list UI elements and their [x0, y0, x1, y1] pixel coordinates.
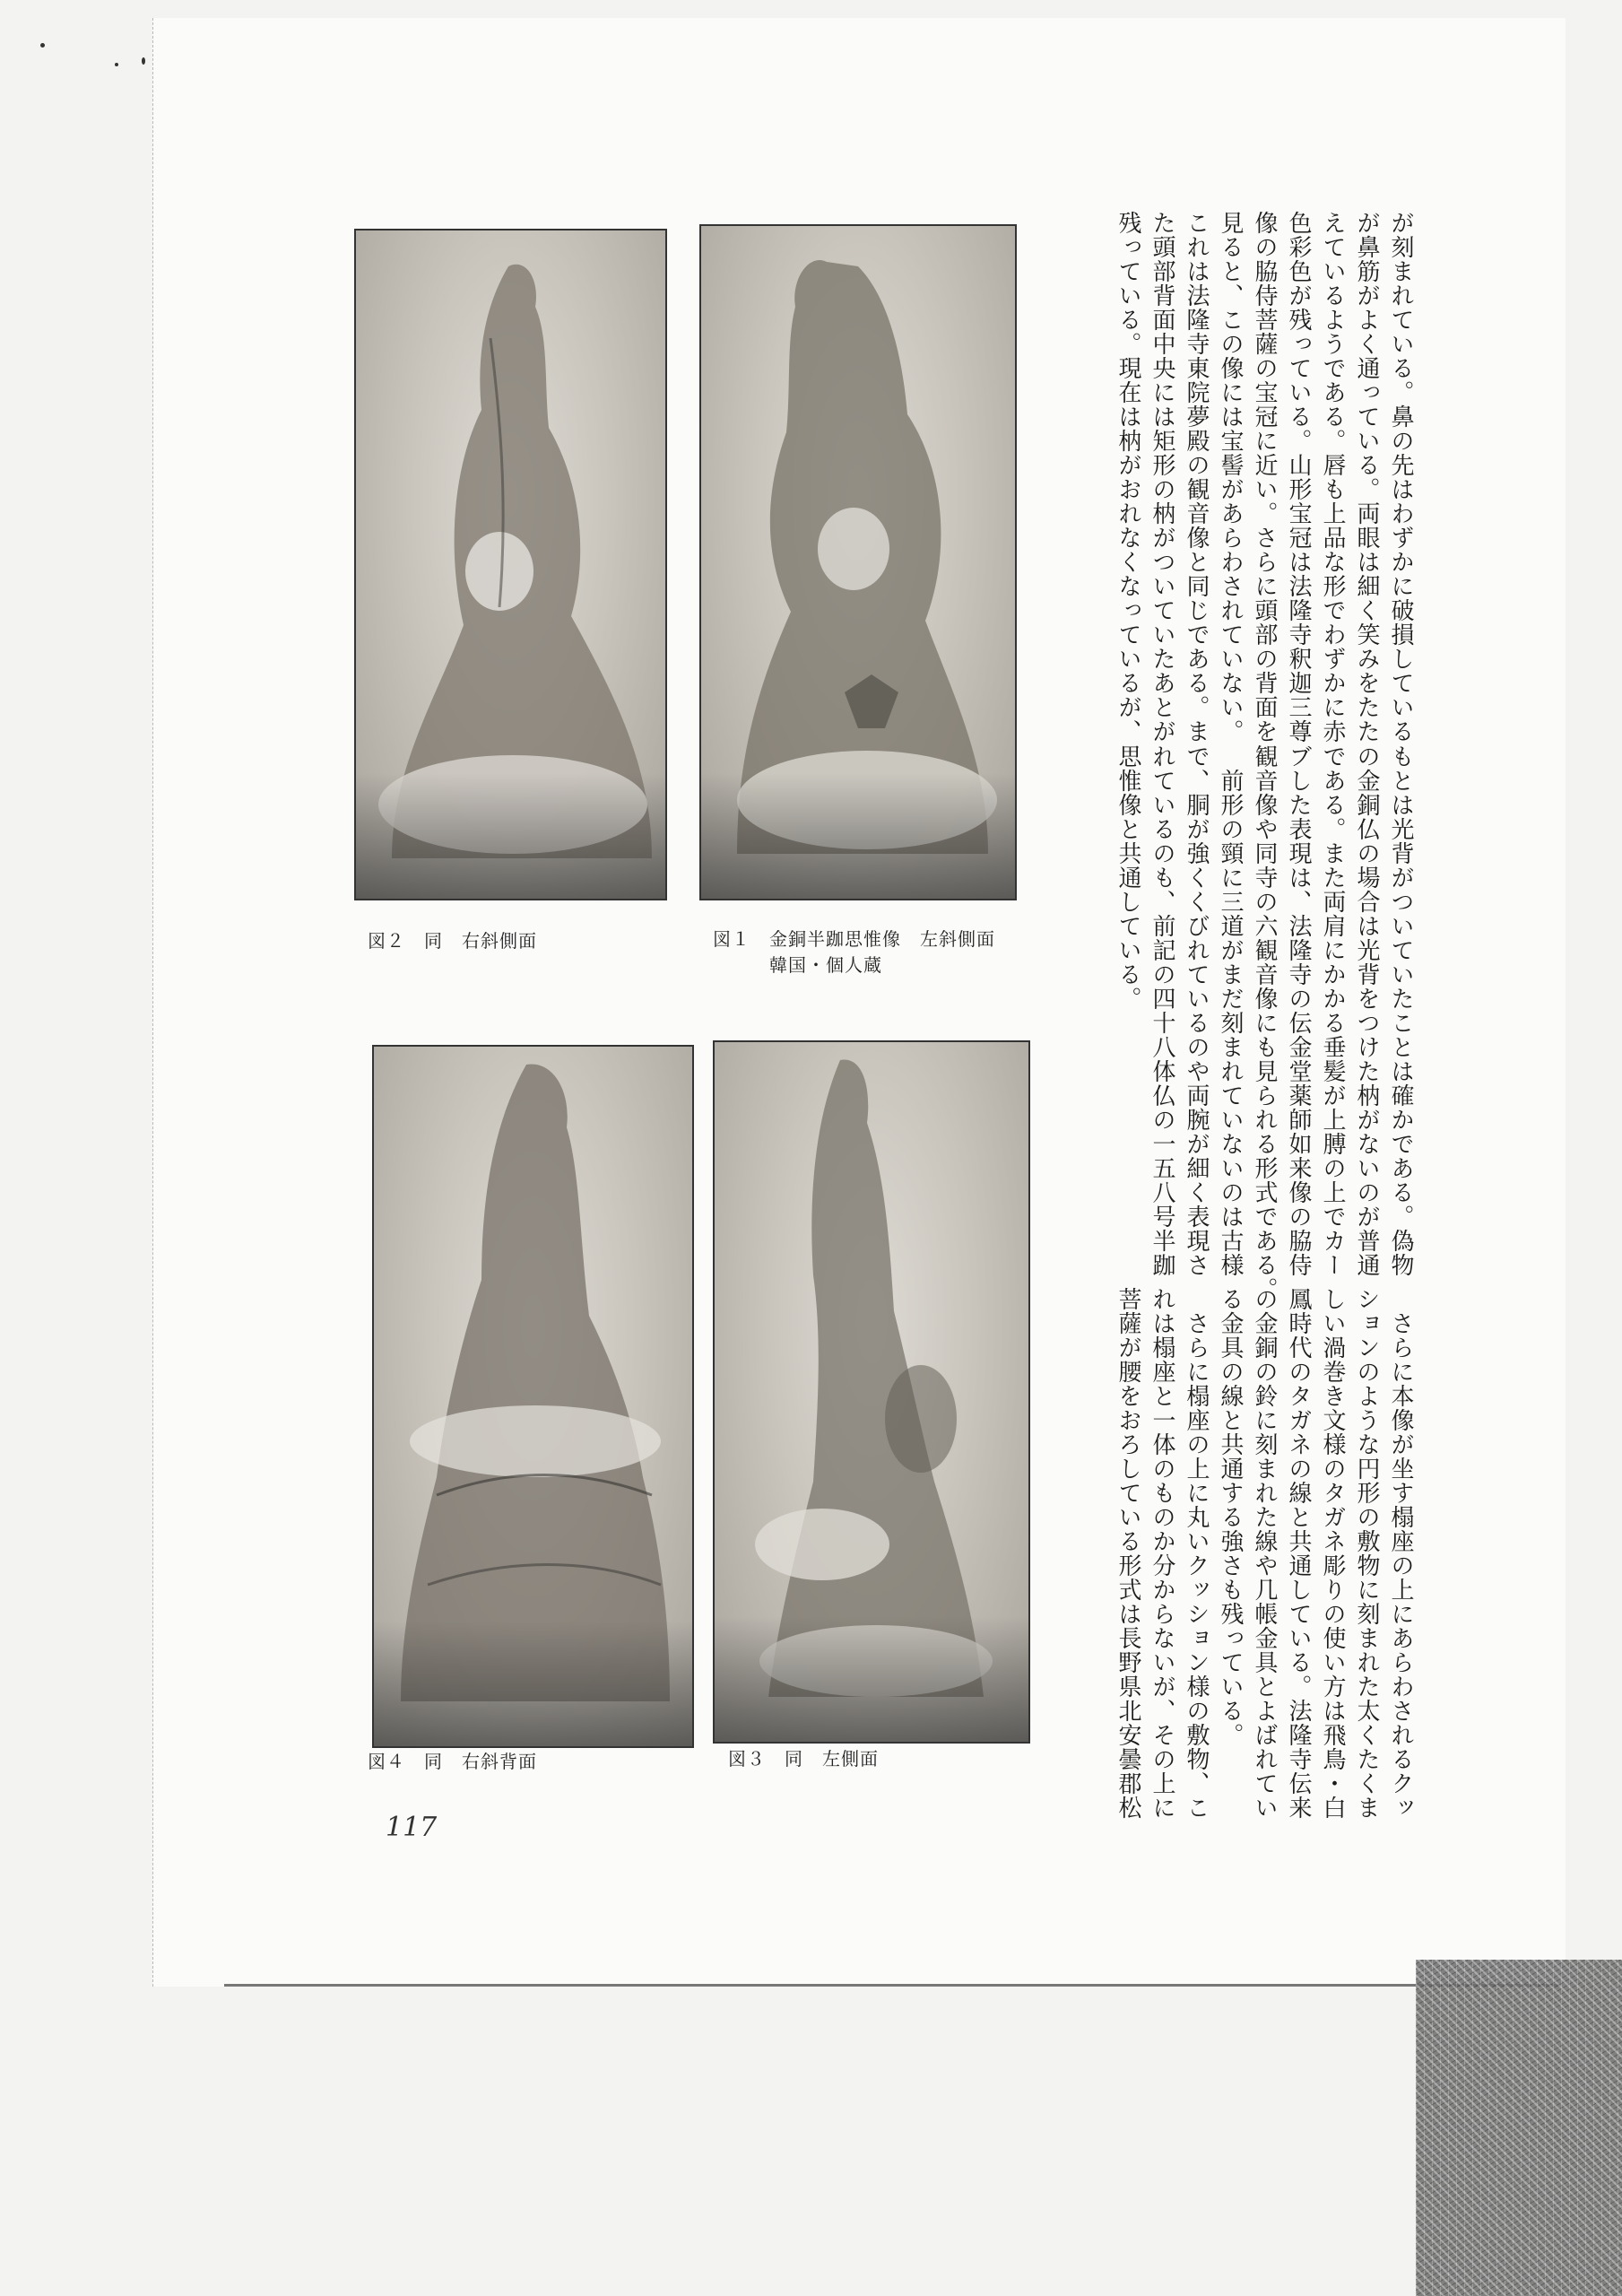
text-column: の金銅の鈴に刻まれた線や几帳金具とよばれてい [1251, 1287, 1278, 1820]
scan-speck [115, 63, 118, 66]
text-column: ションのような円形の敷物に刻まれた太くたくま [1353, 1287, 1380, 1820]
text-column: 思惟像と共通している。 [1115, 744, 1141, 1011]
scan-speck [40, 43, 45, 48]
figure-4-photo [372, 1045, 694, 1748]
figure-1-photo [699, 224, 1017, 900]
text-column: 鳳時代のタガネの線と共通している。法隆寺伝来 [1285, 1287, 1312, 1820]
text-column: えているようである。唇も上品な形でわずかに赤 [1319, 211, 1346, 744]
scan-noise-area [1416, 1960, 1622, 2296]
statue-left-side-illustration [715, 1042, 1028, 1742]
text-column: 菩薩が腰をおろしている形式は長野県北安曇郡松 [1115, 1287, 1141, 1820]
statue-right-oblique-illustration [356, 230, 665, 899]
text-column: 像の脇侍菩薩の宝冠に近い。さらに頭部の背面を [1251, 211, 1278, 744]
text-column: もとは光背がついていたことは確かである。偽物 [1387, 744, 1414, 1277]
scan-speck [142, 57, 145, 65]
text-column: 色彩色が残っている。山形宝冠は法隆寺釈迦三尊 [1285, 211, 1312, 744]
figure-2-caption: 図２ 同 右斜側面 [368, 930, 537, 952]
text-column: 見ると、この像には宝髻があらわされていない。 [1217, 211, 1244, 744]
statue-left-oblique-illustration [701, 226, 1015, 899]
figure-1-caption-line1: 図１ 金銅半跏思惟像 左斜側面 [713, 928, 995, 950]
page-number: 117 [386, 1812, 438, 1843]
figure-3-photo [713, 1040, 1030, 1744]
text-column: しい渦巻き文様のタガネ彫りの使い方は飛鳥・白 [1319, 1287, 1346, 1820]
page-edge-line [224, 1984, 1560, 1987]
text-column: の金銅仏の場合は光背をつけた枘がないのが普通 [1353, 744, 1380, 1277]
text-column: れは榻座と一体のものか分からないが、その上に [1149, 1287, 1175, 1820]
statue-right-oblique-back-illustration [374, 1047, 692, 1746]
figure-1-caption-line2: 韓国・個人蔵 [769, 954, 882, 976]
text-column: 前形の頸に三道がまだ刻まれていないのは古様 [1217, 744, 1244, 1277]
text-column: 残っている。現在は枘がおれなくなっているが、 [1115, 211, 1141, 744]
figure-4-caption: 図４ 同 右斜背面 [368, 1751, 537, 1772]
figure-2-photo [354, 229, 667, 900]
text-column: である。また両肩にかかる垂髪が上膊の上でカー [1319, 744, 1346, 1277]
text-column: で、胴が強くくびれているのや両腕が細く表現さ [1183, 744, 1210, 1277]
text-column: さらに榻座の上に丸いクッション様の敷物、こ [1183, 1287, 1210, 1820]
text-column: これは法隆寺東院夢殿の観音像と同じである。ま [1183, 211, 1210, 744]
text-column: 観音像や同寺の六観音像にも見られる形式である。 [1251, 744, 1278, 1301]
text-column: が刻まれている。鼻の先はわずかに破損している [1387, 211, 1414, 744]
text-column: た頭部背面中央には矩形の枘がついていたあとが [1149, 211, 1175, 744]
figure-3-caption: 図３ 同 左側面 [728, 1748, 879, 1770]
text-column: さらに本像が坐す榻座の上にあらわされるクッ [1387, 1287, 1414, 1820]
text-column: る金具の線と共通する強さも残っている。 [1217, 1287, 1244, 1747]
text-column: れているのも、前記の四十八体仏の一五八号半跏 [1149, 744, 1175, 1277]
text-column: が鼻筋がよく通っている。両眼は細く笑みをたた [1353, 211, 1380, 744]
text-column: ブした表現は、法隆寺の伝金堂薬師如来像の脇侍 [1285, 744, 1312, 1277]
